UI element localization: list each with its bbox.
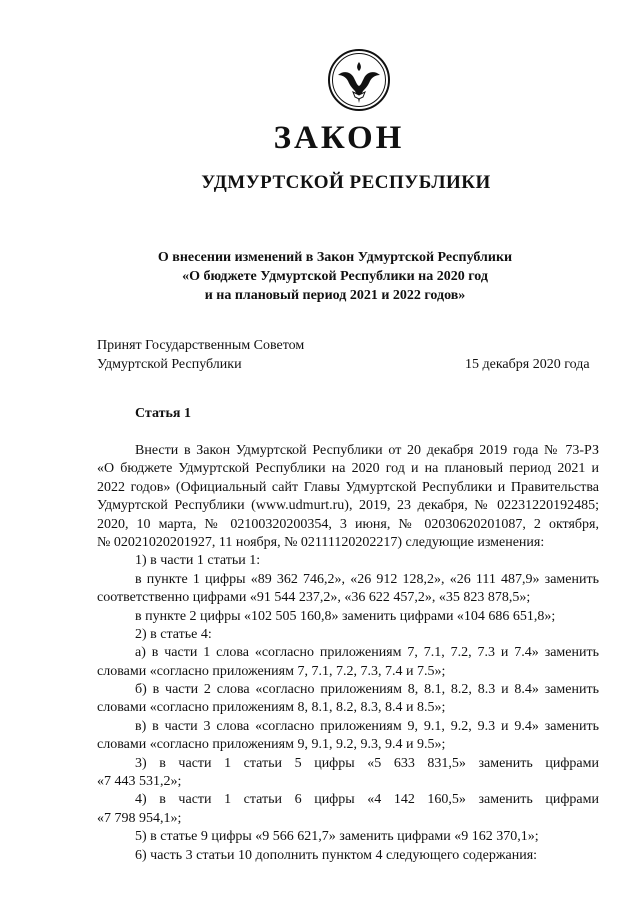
paragraph-line: словами «согласно приложениям 7, 7.1, 7.2, 7.3, 7.4 и 7.5»; — [97, 663, 446, 679]
article-body — [97, 442, 599, 865]
subject-line: и на плановый период 2021 и 2022 годов» — [204, 288, 466, 303]
adoption-line: Удмуртской Республики — [97, 357, 242, 372]
paragraph-line: в) в части 3 слова «согласно приложениям 9, 9.1, 9.2, 9.3 и 9.4» заменить — [135, 718, 599, 734]
law-subject — [0, 248, 640, 305]
paragraph-line: б) в части 2 слова «согласно приложениям 8, 8.1, 8.2, 8.3 и 8.4» заменить — [135, 682, 599, 698]
paragraph-line: № 02021020201927, 11 ноября, № 02111120202217) следующие изменения: — [97, 534, 545, 550]
paragraph-line: 5) в статье 9 цифры «9 566 621,7» заменить цифрами «9 162 370,1»; — [135, 829, 539, 845]
udmurt-coat-of-arms-icon — [327, 48, 391, 112]
subject-line: О внесении изменений в Закон Удмуртской Республики — [157, 250, 513, 265]
paragraph-line: 3) в части 1 статьи 5 цифры «5 633 831,5» заменить цифрами — [135, 755, 599, 771]
paragraph-line: Внести в Закон Удмуртской Республики от 20 декабря 2019 года № 73-РЗ — [135, 443, 599, 458]
law-title: ЗАКОН — [273, 120, 405, 156]
paragraph-line: Удмуртской Республики (www.udmurt.ru), 2019, 23 декабря, № 02231220192485; — [97, 498, 599, 514]
adoption-line: Принят Государственным Советом — [97, 338, 305, 353]
paragraph-line: 1) в части 1 статьи 1: — [135, 553, 261, 569]
paragraph-line: «О бюджете Удмуртской Республики на 2020 год и на плановый период 2021 и — [97, 461, 599, 477]
paragraph-line: 2020, 10 марта, № 02100320200354, 3 июня, № 02030620201087, 2 октября, — [97, 516, 599, 532]
paragraph-line: «7 443 531,2»; — [97, 774, 182, 790]
paragraph-line: 2) в статье 4: — [135, 626, 212, 642]
paragraph-line: 6) часть 3 статьи 10 дополнить пунктом 4 следующего содержания: — [135, 847, 538, 863]
paragraph-line: а) в части 1 слова «согласно приложениям 7, 7.1, 7.2, 7.3 и 7.4» заменить — [135, 645, 599, 661]
paragraph-line: 2022 годов» (Официальный сайт Главы Удмуртской Республики и Правительства — [97, 479, 599, 495]
paragraph-line: соответственно цифрами «91 544 237,2», «36 622 457,2», «35 823 878,5»; — [97, 590, 531, 606]
adoption-date: 15 декабря 2020 года — [465, 357, 590, 372]
paragraph-line: в пункте 2 цифры «102 505 160,8» заменить цифрами «104 686 651,8»; — [135, 608, 556, 624]
adoption-authority — [97, 336, 304, 374]
paragraph-line: в пункте 1 цифры «89 362 746,2», «26 912 128,2», «26 111 487,9» заменить — [135, 571, 599, 587]
paragraph-line: «7 798 954,1»; — [97, 810, 182, 826]
paragraph-line: словами «согласно приложениям 8, 8.1, 8.2, 8.3, 8.4 и 8.5»; — [97, 700, 446, 716]
paragraph-line: словами «согласно приложениям 9, 9.1, 9.2, 9.3, 9.4 и 9.5»; — [97, 737, 446, 753]
law-subtitle: УДМУРТСКОЙ РЕСПУБЛИКИ — [201, 172, 491, 193]
paragraph-line: 4) в части 1 статьи 6 цифры «4 142 160,5» заменить цифрами — [135, 792, 599, 808]
article-heading: Статья 1 — [135, 406, 191, 421]
subject-line: «О бюджете Удмуртской Республики на 2020 год — [182, 269, 488, 284]
